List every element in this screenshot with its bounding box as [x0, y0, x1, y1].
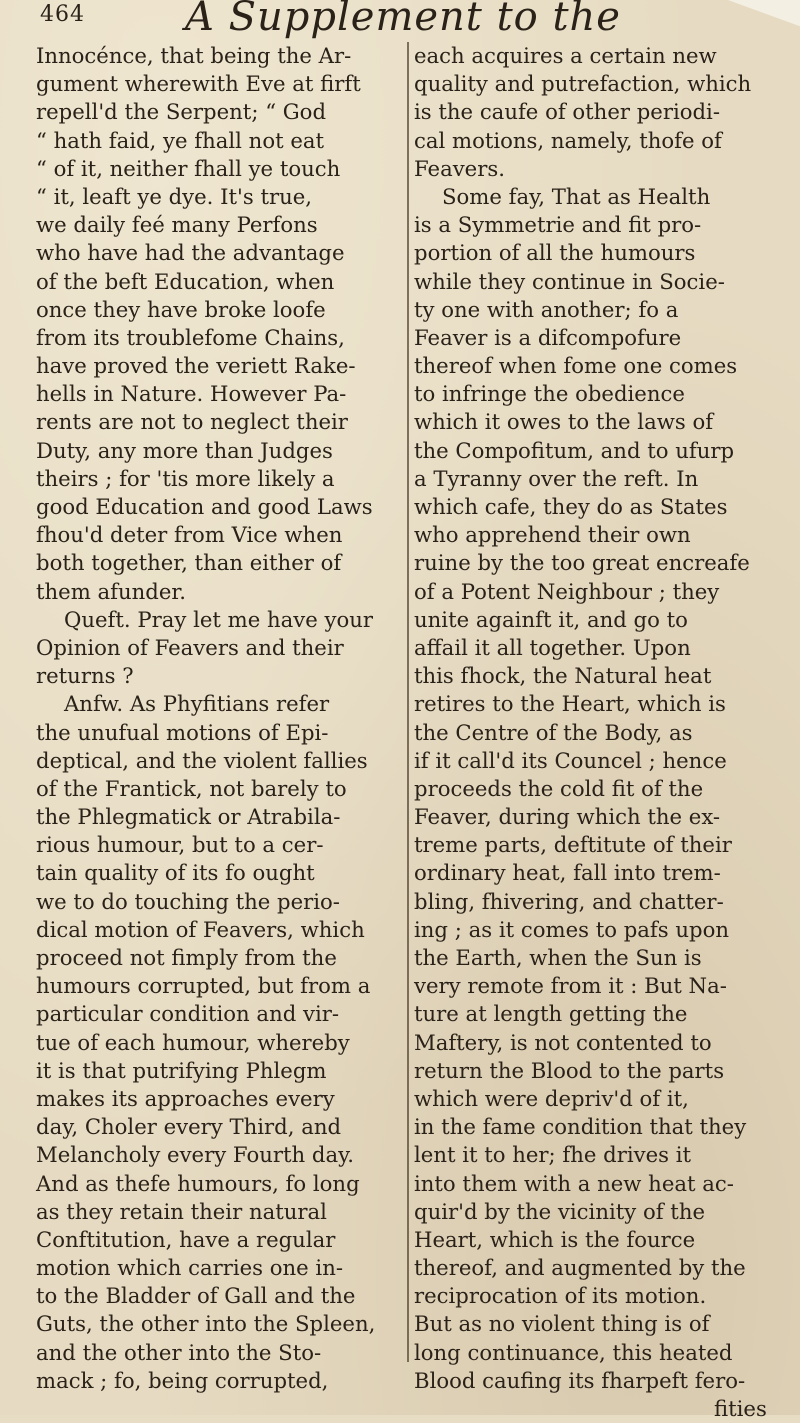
text-line: which cafe, they do as States [414, 494, 728, 519]
text-line: Duty, any more than Judges [36, 437, 333, 463]
text-line: the Compofitum, and to ufurp [414, 437, 735, 463]
text-line: portion of all the humours [414, 240, 696, 266]
text-line: in the fame condition that they [414, 1114, 747, 1140]
text-line: each acquires a certain new [414, 43, 717, 68]
text-line: tain quality of its fo ought [36, 860, 315, 886]
text-line: unite againft it, and go to [414, 606, 688, 632]
text-line: gument wherewith Eve at firft [36, 71, 361, 97]
text-line: we to do touching the perio- [36, 888, 340, 914]
text-line: hells in Nature. However Pa- [36, 381, 347, 407]
text-line: Maftery, is not contented to [414, 1029, 712, 1055]
text-line: it is that putrifying Phlegm [36, 1057, 327, 1083]
text-line: if it call'd its Councel ; hence [414, 747, 727, 773]
text-line: Feaver, during which the ex- [414, 804, 721, 830]
text-line: long continuance, this heated [414, 1339, 733, 1365]
text-line: Feavers. [414, 155, 505, 181]
text-line: the Centre of the Body, as [414, 719, 693, 745]
text-line: dical motion of Feavers, which [36, 916, 365, 942]
text-line: have proved the veriett Rake- [36, 353, 356, 379]
text-line: who apprehend their own [414, 522, 691, 548]
text-line: quir'd by the vicinity of the [414, 1198, 705, 1224]
text-line: ruine by the too great encreafe [414, 550, 750, 576]
text-line: as they retain their natural [36, 1198, 327, 1224]
text-line: we daily feé many Perfons [36, 212, 318, 238]
text-line: fhou'd deter from Vice when [36, 522, 343, 548]
text-line: to the Bladder of Gall and the [36, 1283, 356, 1309]
text-line: is a Symmetrie and fit pro- [414, 212, 702, 238]
text-line: once they have broke loofe [36, 296, 326, 322]
text-line: of the beft Education, when [36, 268, 335, 294]
text-line: this fhock, the Natural heat [414, 663, 712, 689]
text-line: Innocénce, that being the Ar- [36, 43, 352, 68]
text-line: very remote from it : But Na- [414, 973, 727, 999]
text-line: Feaver is a difcompofure [414, 324, 682, 350]
text-line: the Earth, when the Sun is [414, 945, 702, 970]
text-line: day, Choler every Third, and [36, 1114, 342, 1140]
text-line: is the caufe of other periodi- [414, 99, 720, 125]
text-line: But as no violent thing is of [414, 1311, 710, 1337]
text-line: thereof, and augmented by the [414, 1255, 746, 1281]
text-line: who have had the advantage [36, 240, 345, 266]
text-line: treme parts, deftitute of their [414, 832, 732, 858]
text-line: the Phlegmatick or Atrabila- [36, 804, 341, 830]
text-line: and the other into the Sto- [36, 1339, 322, 1365]
text-line: rents are not to neglect their [36, 409, 348, 435]
text-line: Opinion of Feavers and their [36, 634, 344, 660]
text-line: ty one with another; fo a [414, 296, 679, 322]
text-line: quality and putrefaction, which [414, 71, 752, 97]
text-line: And as thefe humours, fo long [36, 1170, 360, 1196]
text-line: both together, than either of [36, 550, 342, 576]
page-number: 464 [40, 2, 85, 27]
text-line: fities [714, 1396, 767, 1421]
right-column [414, 42, 790, 1423]
text-line: which were depriv'd of it, [414, 1085, 689, 1111]
text-line: return the Blood to the parts [414, 1057, 725, 1083]
text-line: good Education and good Laws [36, 494, 373, 519]
text-line: Queft. Pray let me have your [64, 606, 374, 632]
text-line: deptical, and the violent fallies [36, 747, 368, 773]
text-line: a Tyranny over the reft. In [414, 465, 699, 491]
text-line: ing ; as it comes to pafs upon [414, 916, 729, 942]
text-line: thereof when fome one comes [414, 353, 738, 379]
running-title: A Supplement to the [185, 0, 621, 40]
text-line: of a Potent Neighbour ; they [414, 578, 720, 604]
text-line: Blood caufing its fharpeft fero- [414, 1367, 746, 1393]
text-line: makes its approaches every [36, 1085, 335, 1111]
text-line: humours corrupted, but from a [36, 973, 371, 999]
text-line: to infringe the obedience [414, 381, 685, 407]
text-line: into them with a new heat ac- [414, 1170, 734, 1196]
text-line: retires to the Heart, which is [414, 691, 726, 717]
text-line: motion which carries one in- [36, 1255, 344, 1281]
text-line: Anfw. As Phyfitians refer [64, 691, 330, 717]
text-line: the unufual motions of Epi- [36, 719, 329, 745]
text-line: repell'd the Serpent; “ God [36, 99, 327, 125]
text-line: Guts, the other into the Spleen, [36, 1311, 376, 1337]
text-line: proceeds the cold fit of the [414, 775, 704, 801]
text-line: Conftitution, have a regular [36, 1226, 336, 1252]
text-line: Heart, which is the fource [414, 1226, 696, 1252]
text-line: affail it all together. Upon [414, 634, 691, 660]
text-line: returns ? [36, 663, 134, 689]
text-line: them afunder. [36, 578, 186, 604]
text-line: rious humour, but to a cer- [36, 832, 324, 858]
text-line: lent it to her; fhe drives it [414, 1142, 692, 1168]
text-line: theirs ; for 'tis more likely a [36, 465, 335, 491]
text-line: “ hath faid, ye fhall not eat [36, 127, 325, 153]
left-column [36, 42, 404, 1395]
text-line: while they continue in Socie- [414, 268, 725, 294]
text-line: “ it, leaft ye dye. It's true, [36, 183, 313, 209]
text-line: of the Frantick, not barely to [36, 775, 347, 801]
text-line: mack ; fo, being corrupted, [36, 1367, 329, 1393]
text-line: cal motions, namely, thofe of [414, 127, 722, 153]
text-line: bling, fhivering, and chatter- [414, 888, 724, 914]
text-line: Melancholy every Fourth day. [36, 1142, 354, 1168]
text-line: Some fay, That as Health [442, 183, 711, 209]
text-line: particular condition and vir- [36, 1001, 340, 1027]
text-line: reciprocation of its motion. [414, 1283, 707, 1309]
text-line: ordinary heat, fall into trem- [414, 860, 721, 886]
text-line: “ of it, neither fhall ye touch [36, 155, 341, 181]
text-line: ture at length getting the [414, 1001, 688, 1027]
text-line: which it owes to the laws of [414, 409, 714, 435]
text-line: proceed not fimply from the [36, 945, 337, 970]
text-line: from its troublefome Chains, [36, 324, 345, 350]
page-header [40, 0, 780, 40]
text-line: tue of each humour, whereby [36, 1029, 350, 1055]
column-divider [407, 42, 409, 1362]
